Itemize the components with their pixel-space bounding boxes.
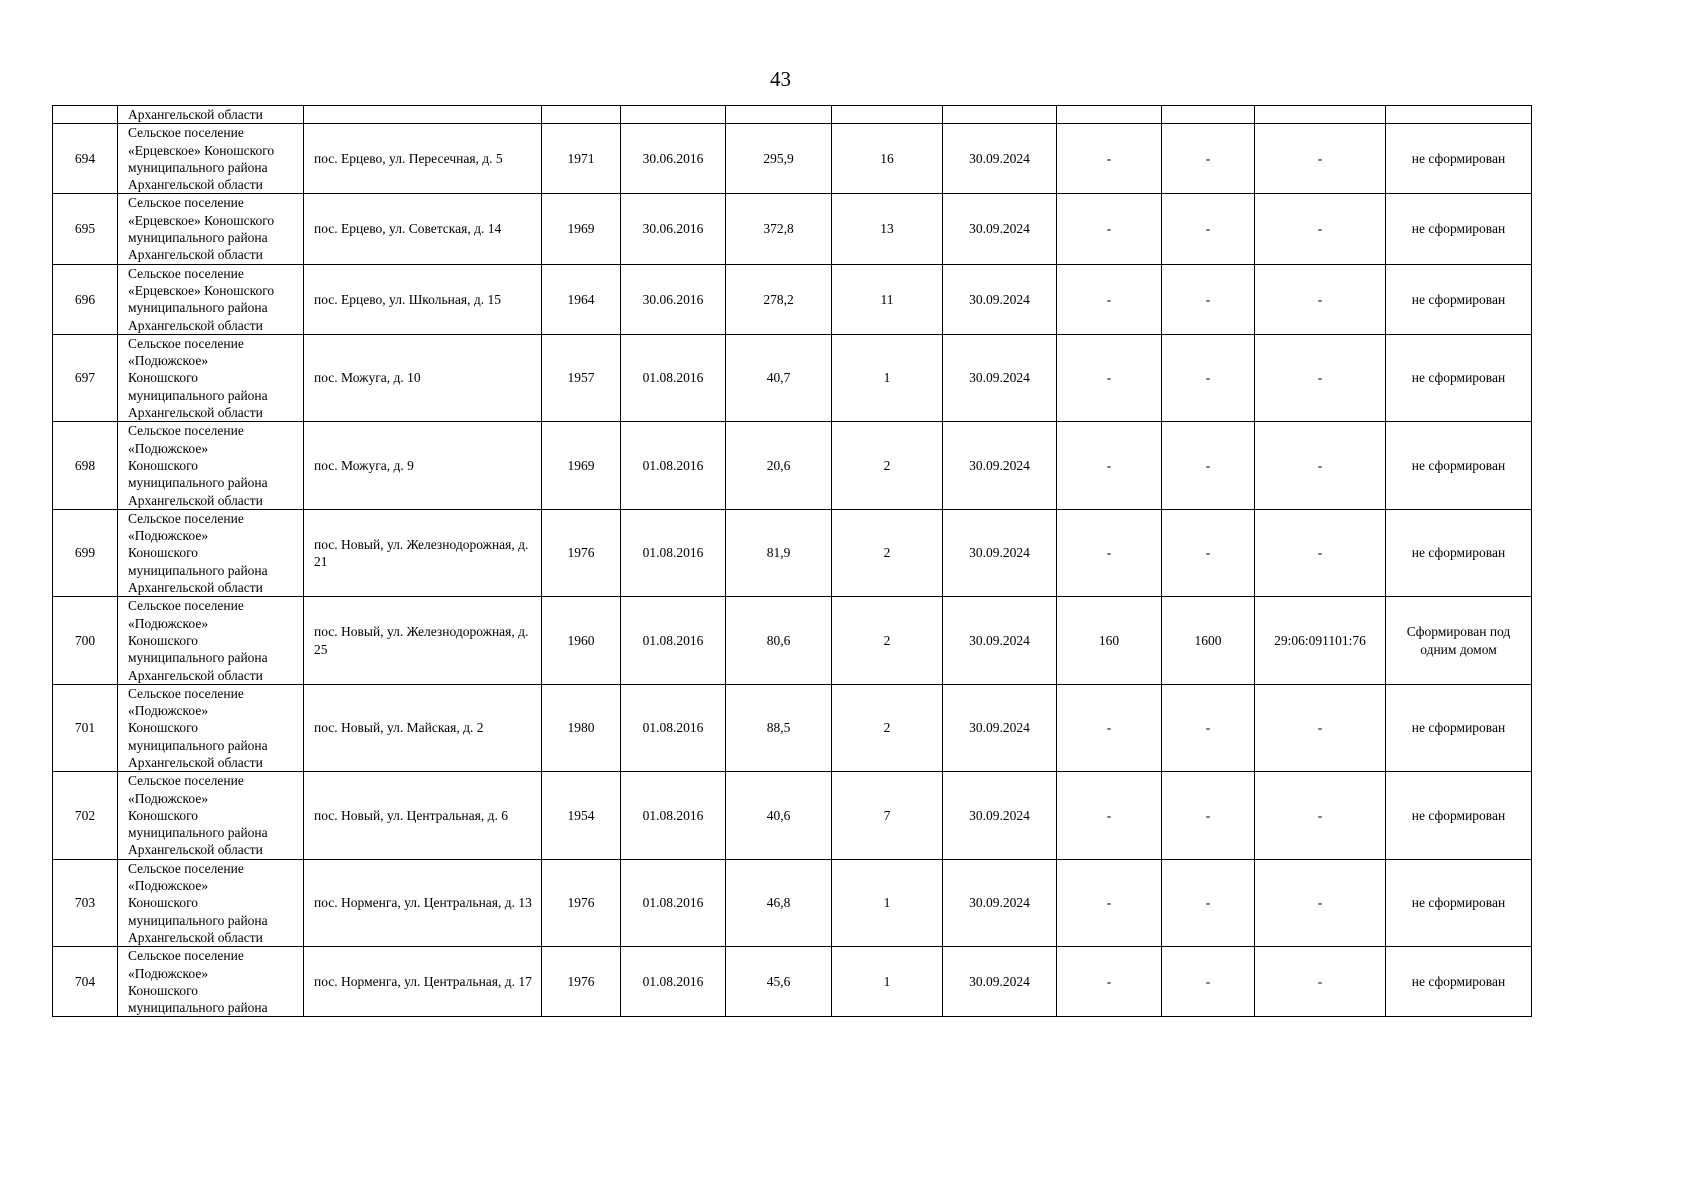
settlement-line: Сельское поселение	[128, 423, 244, 439]
settlement-line: Сельское поселение	[128, 685, 244, 701]
settlement-line: муниципального района	[128, 825, 268, 841]
cell-col-9: -	[1057, 772, 1162, 859]
table-row	[53, 597, 1532, 684]
cell-year: 1957	[542, 334, 621, 421]
cell-number: 703	[53, 859, 118, 946]
cell-col-10: -	[1162, 124, 1255, 194]
cell-address: пос. Новый, ул. Майская, д. 2	[304, 684, 542, 771]
cell-number: 695	[53, 194, 118, 264]
cell-cadastral: 29:06:091101:76	[1255, 597, 1386, 684]
cell-address: пос. Ерцево, ул. Школьная, д. 15	[304, 264, 542, 334]
table-row	[53, 772, 1532, 859]
cell-year: 1964	[542, 264, 621, 334]
cell-year: 1960	[542, 597, 621, 684]
settlement-line: «Подюжское»	[128, 703, 209, 719]
cell-date-planned: 30.09.2024	[943, 264, 1057, 334]
settlement-line: Архангельской области	[128, 247, 263, 263]
cell-address: пос. Норменга, ул. Центральная, д. 13	[304, 859, 542, 946]
cell-date-recognized: 01.08.2016	[621, 597, 726, 684]
settlement-line: муниципального района	[128, 475, 268, 491]
cell-year: 1980	[542, 684, 621, 771]
cell-col-9: -	[1057, 124, 1162, 194]
cell-cadastral: -	[1255, 947, 1386, 1017]
settlement-line: Коношского	[128, 982, 199, 998]
cell-area: 295,9	[726, 124, 832, 194]
cell-number: 704	[53, 947, 118, 1017]
cell-number: 702	[53, 772, 118, 859]
cell-settlement	[118, 124, 304, 194]
settlement-line: Сельское поселение	[128, 195, 244, 211]
settlement-line: Сельское поселение	[128, 265, 244, 281]
cell-date-planned: 30.09.2024	[943, 124, 1057, 194]
cell-date-planned: 30.09.2024	[943, 334, 1057, 421]
settlement-line: Коношского	[128, 632, 199, 648]
settlement-line: Коношского	[128, 545, 199, 561]
cell-col-9: -	[1057, 264, 1162, 334]
cell-cadastral: -	[1255, 772, 1386, 859]
cell-settlement	[118, 422, 304, 509]
settlement-line: Сельское поселение	[128, 948, 244, 964]
cell-col-10	[1162, 106, 1255, 124]
cell-status: не сформирован	[1386, 509, 1532, 596]
settlement-line: Архангельской области	[128, 842, 263, 858]
cell-col-9	[1057, 106, 1162, 124]
settlement-line: «Подюжское»	[128, 878, 209, 894]
cell-date-planned: 30.09.2024	[943, 859, 1057, 946]
settlement-line: муниципального района	[128, 159, 268, 175]
cell-settlement	[118, 684, 304, 771]
cell-col-10: -	[1162, 194, 1255, 264]
settlement-line: Коношского	[128, 720, 199, 736]
cell-number: 694	[53, 124, 118, 194]
cell-status: не сформирован	[1386, 334, 1532, 421]
settlement-line: «Ерцевское» Коношского	[128, 142, 275, 158]
cell-address: пос. Норменга, ул. Центральная, д. 17	[304, 947, 542, 1017]
settlement-line: муниципального района	[128, 387, 268, 403]
table-row	[53, 509, 1532, 596]
cell-cadastral: -	[1255, 509, 1386, 596]
cell-address: пос. Можуга, д. 9	[304, 422, 542, 509]
cell-cadastral: -	[1255, 264, 1386, 334]
cell-date-recognized: 01.08.2016	[621, 509, 726, 596]
cell-year	[542, 106, 621, 124]
settlement-line: Сельское поселение	[128, 510, 244, 526]
cell-number: 700	[53, 597, 118, 684]
cell-col-9: -	[1057, 684, 1162, 771]
cell-address: пос. Ерцево, ул. Советская, д. 14	[304, 194, 542, 264]
cell-address: пос. Новый, ул. Центральная, д. 6	[304, 772, 542, 859]
housing-registry-table	[52, 105, 1532, 1017]
cell-col-10: -	[1162, 422, 1255, 509]
settlement-line: Архангельской области	[128, 929, 263, 945]
settlement-line: муниципального района	[128, 1000, 268, 1016]
cell-date-recognized: 01.08.2016	[621, 859, 726, 946]
cell-col-9: -	[1057, 509, 1162, 596]
cell-number: 698	[53, 422, 118, 509]
cell-date-planned: 30.09.2024	[943, 194, 1057, 264]
cell-col-9: -	[1057, 859, 1162, 946]
settlement-line: Коношского	[128, 895, 199, 911]
cell-status: не сформирован	[1386, 124, 1532, 194]
cell-year: 1976	[542, 947, 621, 1017]
cell-residents: 2	[832, 509, 943, 596]
cell-col-9: -	[1057, 947, 1162, 1017]
cell-col-10: 1600	[1162, 597, 1255, 684]
table-row	[53, 859, 1532, 946]
table-row	[53, 684, 1532, 771]
cell-year: 1976	[542, 509, 621, 596]
cell-date-recognized: 01.08.2016	[621, 684, 726, 771]
cell-residents: 1	[832, 947, 943, 1017]
cell-settlement	[118, 194, 304, 264]
cell-area: 88,5	[726, 684, 832, 771]
cell-year: 1976	[542, 859, 621, 946]
cell-residents: 1	[832, 859, 943, 946]
cell-date-planned: 30.09.2024	[943, 772, 1057, 859]
cell-date-recognized: 01.08.2016	[621, 947, 726, 1017]
settlement-line: Сельское поселение	[128, 860, 244, 876]
cell-residents: 1	[832, 334, 943, 421]
cell-cadastral: -	[1255, 334, 1386, 421]
cell-cadastral: -	[1255, 422, 1386, 509]
settlement-line: Сельское поселение	[128, 125, 244, 141]
cell-settlement	[118, 772, 304, 859]
cell-area	[726, 106, 832, 124]
cell-residents: 7	[832, 772, 943, 859]
settlement-line: Сельское поселение	[128, 335, 244, 351]
settlement-line: Сельское поселение	[128, 598, 244, 614]
table-row	[53, 947, 1532, 1017]
cell-settlement: Архангельской области	[118, 106, 304, 124]
cell-status: не сформирован	[1386, 422, 1532, 509]
cell-date-planned	[943, 106, 1057, 124]
cell-col-9: 160	[1057, 597, 1162, 684]
cell-col-10: -	[1162, 772, 1255, 859]
cell-col-9: -	[1057, 194, 1162, 264]
cell-residents: 16	[832, 124, 943, 194]
cell-address: пос. Новый, ул. Железнодорожная, д. 25	[304, 597, 542, 684]
cell-residents: 2	[832, 422, 943, 509]
cell-date-recognized: 30.06.2016	[621, 264, 726, 334]
settlement-line: «Подюжское»	[128, 965, 209, 981]
settlement-line: «Подюжское»	[128, 528, 209, 544]
cell-date-recognized: 30.06.2016	[621, 124, 726, 194]
cell-address: пос. Новый, ул. Железнодорожная, д. 21	[304, 509, 542, 596]
settlement-line: муниципального района	[128, 912, 268, 928]
cell-cadastral: -	[1255, 194, 1386, 264]
cell-area: 81,9	[726, 509, 832, 596]
cell-settlement	[118, 264, 304, 334]
cell-date-recognized: 01.08.2016	[621, 422, 726, 509]
cell-col-9: -	[1057, 334, 1162, 421]
settlement-line: муниципального района	[128, 300, 268, 316]
settlement-line: муниципального района	[128, 737, 268, 753]
cell-status: не сформирован	[1386, 859, 1532, 946]
cell-col-10: -	[1162, 509, 1255, 596]
settlement-line: «Подюжское»	[128, 353, 209, 369]
cell-address: пос. Ерцево, ул. Пересечная, д. 5	[304, 124, 542, 194]
page-number: 43	[770, 67, 791, 91]
cell-col-9: -	[1057, 422, 1162, 509]
cell-cadastral: -	[1255, 124, 1386, 194]
table-row	[53, 334, 1532, 421]
cell-number	[53, 106, 118, 124]
cell-area: 45,6	[726, 947, 832, 1017]
settlement-line: Коношского	[128, 457, 199, 473]
cell-area: 40,7	[726, 334, 832, 421]
cell-date-planned: 30.09.2024	[943, 597, 1057, 684]
settlement-line: Архангельской области	[128, 667, 263, 683]
settlement-line: Архангельской области	[128, 317, 263, 333]
settlement-line: Архангельской области	[128, 492, 263, 508]
cell-status: не сформирован	[1386, 947, 1532, 1017]
cell-area: 40,6	[726, 772, 832, 859]
cell-number: 699	[53, 509, 118, 596]
settlement-line: Коношского	[128, 807, 199, 823]
table-row	[53, 422, 1532, 509]
settlement-line: Коношского	[128, 370, 199, 386]
cell-address	[304, 106, 542, 124]
cell-residents: 2	[832, 597, 943, 684]
cell-year: 1969	[542, 194, 621, 264]
settlement-line: «Подюжское»	[128, 440, 209, 456]
cell-year: 1971	[542, 124, 621, 194]
cell-settlement	[118, 334, 304, 421]
cell-status: не сформирован	[1386, 772, 1532, 859]
cell-year: 1969	[542, 422, 621, 509]
cell-cadastral	[1255, 106, 1386, 124]
settlement-line: Архангельской области	[128, 177, 263, 193]
cell-date-planned: 30.09.2024	[943, 422, 1057, 509]
settlement-line: «Ерцевское» Коношского	[128, 212, 275, 228]
cell-status	[1386, 106, 1532, 124]
cell-date-recognized: 01.08.2016	[621, 772, 726, 859]
cell-area: 46,8	[726, 859, 832, 946]
settlement-line: «Подюжское»	[128, 615, 209, 631]
cell-number: 696	[53, 264, 118, 334]
cell-area: 372,8	[726, 194, 832, 264]
cell-number: 701	[53, 684, 118, 771]
cell-settlement	[118, 859, 304, 946]
cell-address: пос. Можуга, д. 10	[304, 334, 542, 421]
cell-col-10: -	[1162, 947, 1255, 1017]
settlement-line: Архангельской области	[128, 405, 263, 421]
cell-col-10: -	[1162, 684, 1255, 771]
cell-area: 20,6	[726, 422, 832, 509]
cell-date-planned: 30.09.2024	[943, 684, 1057, 771]
cell-status: не сформирован	[1386, 194, 1532, 264]
cell-residents: 11	[832, 264, 943, 334]
cell-col-10: -	[1162, 859, 1255, 946]
table-row	[53, 264, 1532, 334]
settlement-line: муниципального района	[128, 562, 268, 578]
settlement-line: Архангельской области	[128, 754, 263, 770]
cell-area: 80,6	[726, 597, 832, 684]
table-row	[53, 124, 1532, 194]
cell-cadastral: -	[1255, 684, 1386, 771]
cell-col-10: -	[1162, 334, 1255, 421]
settlement-line: Архангельской области	[128, 580, 263, 596]
cell-date-planned: 30.09.2024	[943, 947, 1057, 1017]
cell-date-planned: 30.09.2024	[943, 509, 1057, 596]
settlement-line: муниципального района	[128, 650, 268, 666]
cell-date-recognized: 01.08.2016	[621, 334, 726, 421]
cell-settlement	[118, 947, 304, 1017]
cell-area: 278,2	[726, 264, 832, 334]
settlement-line: «Подюжское»	[128, 790, 209, 806]
cell-status: не сформирован	[1386, 264, 1532, 334]
settlement-line: Сельское поселение	[128, 773, 244, 789]
cell-date-recognized	[621, 106, 726, 124]
continuation-row	[53, 106, 1532, 124]
cell-year: 1954	[542, 772, 621, 859]
cell-status: не сформирован	[1386, 684, 1532, 771]
settlement-line: муниципального района	[128, 230, 268, 246]
cell-settlement	[118, 509, 304, 596]
cell-residents: 13	[832, 194, 943, 264]
settlement-line: «Ерцевское» Коношского	[128, 282, 275, 298]
cell-number: 697	[53, 334, 118, 421]
cell-residents	[832, 106, 943, 124]
cell-col-10: -	[1162, 264, 1255, 334]
cell-date-recognized: 30.06.2016	[621, 194, 726, 264]
cell-status: Сформирован под одним домом	[1386, 597, 1532, 684]
cell-settlement	[118, 597, 304, 684]
cell-residents: 2	[832, 684, 943, 771]
table-row	[53, 194, 1532, 264]
cell-cadastral: -	[1255, 859, 1386, 946]
